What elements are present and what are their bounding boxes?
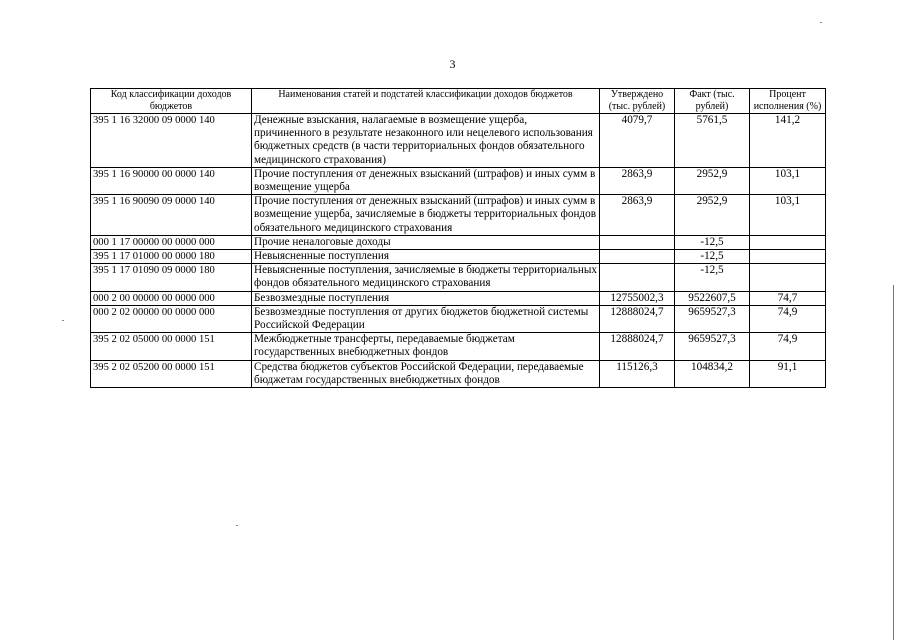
cell-approved: 12755002,3 [600, 291, 675, 305]
table-row [91, 235, 826, 249]
cell-code: 395 1 16 32000 09 0000 140 [91, 114, 252, 168]
cell-code: 000 2 00 00000 00 0000 000 [91, 291, 252, 305]
cell-approved: 12888024,7 [600, 333, 675, 360]
cell-percent [750, 250, 826, 264]
cell-fact: 2952,9 [675, 195, 750, 236]
table-row [91, 305, 826, 332]
table-row [91, 114, 826, 168]
cell-approved: 4079,7 [600, 114, 675, 168]
cell-percent: 103,1 [750, 195, 826, 236]
cell-name: Межбюджетные трансферты, передаваемые бюджетам государственных внебюджетных фондов [252, 333, 600, 360]
header-name: Наименования статей и подстатей классификации доходов бюджетов [252, 89, 600, 114]
table-row [91, 167, 826, 194]
cell-fact: 104834,2 [675, 360, 750, 387]
cell-code: 395 1 17 01000 00 0000 180 [91, 250, 252, 264]
cell-name: Невыясненные поступления, зачисляемые в бюджеты территориальных фондов обязательного медицинского страхования [252, 264, 600, 291]
table-row [91, 264, 826, 291]
cell-approved [600, 264, 675, 291]
cell-approved: 12888024,7 [600, 305, 675, 332]
cell-fact: -12,5 [675, 235, 750, 249]
scan-speck [820, 22, 822, 23]
cell-approved [600, 235, 675, 249]
cell-approved: 115126,3 [600, 360, 675, 387]
cell-fact: 9659527,3 [675, 333, 750, 360]
cell-percent: 103,1 [750, 167, 826, 194]
cell-fact: 9522607,5 [675, 291, 750, 305]
table-row [91, 360, 826, 387]
revenue-table [90, 88, 826, 388]
cell-code: 395 1 17 01090 09 0000 180 [91, 264, 252, 291]
cell-code: 395 1 16 90090 09 0000 140 [91, 195, 252, 236]
cell-name: Прочие поступления от денежных взысканий (штрафов) и иных сумм в возмещение ущерба [252, 167, 600, 194]
cell-name: Невыясненные поступления [252, 250, 600, 264]
table-row [91, 195, 826, 236]
cell-percent: 74,9 [750, 305, 826, 332]
table-row [91, 250, 826, 264]
scan-edge-line [893, 285, 894, 640]
cell-code: 395 1 16 90000 00 0000 140 [91, 167, 252, 194]
cell-name: Прочие поступления от денежных взысканий (штрафов) и иных сумм в возмещение ущерба, зачисляемые в бюджеты территориальных фондов обязательного медицинского страхования [252, 195, 600, 236]
cell-percent: 74,9 [750, 333, 826, 360]
page-number: 3 [449, 57, 456, 71]
cell-percent: 74,7 [750, 291, 826, 305]
scan-speck [62, 320, 64, 321]
table-row [91, 291, 826, 305]
cell-percent [750, 235, 826, 249]
cell-code: 395 2 02 05000 00 0000 151 [91, 333, 252, 360]
cell-code: 000 1 17 00000 00 0000 000 [91, 235, 252, 249]
cell-name: Безвозмездные поступления от других бюджетов бюджетной системы Российской Федерации [252, 305, 600, 332]
header-fact: Факт (тыс. рублей) [675, 89, 750, 114]
cell-name: Прочие неналоговые доходы [252, 235, 600, 249]
cell-approved: 2863,9 [600, 195, 675, 236]
table-header-row [91, 89, 826, 114]
cell-approved [600, 250, 675, 264]
cell-fact: 2952,9 [675, 167, 750, 194]
cell-fact: -12,5 [675, 264, 750, 291]
cell-code: 000 2 02 00000 00 0000 000 [91, 305, 252, 332]
table-row [91, 333, 826, 360]
cell-name: Денежные взыскания, налагаемые в возмещение ущерба, причиненного в результате незаконного или нецелевого использования бюджетных средств (в части территориальных фондов обязательного медицинского страхования) [252, 114, 600, 168]
cell-percent: 91,1 [750, 360, 826, 387]
cell-code: 395 2 02 05200 00 0000 151 [91, 360, 252, 387]
header-approved: Утверждено (тыс. рублей) [600, 89, 675, 114]
cell-name: Средства бюджетов субъектов Российской Федерации, передаваемые бюджетам государственных внебюджетных фондов [252, 360, 600, 387]
cell-approved: 2863,9 [600, 167, 675, 194]
cell-fact: 5761,5 [675, 114, 750, 168]
cell-fact: 9659527,3 [675, 305, 750, 332]
cell-fact: -12,5 [675, 250, 750, 264]
scan-speck [236, 525, 238, 526]
cell-percent: 141,2 [750, 114, 826, 168]
header-code: Код классификации доходов бюджетов [91, 89, 252, 114]
cell-name: Безвозмездные поступления [252, 291, 600, 305]
header-percent: Процент исполнения (%) [750, 89, 826, 114]
cell-percent [750, 264, 826, 291]
